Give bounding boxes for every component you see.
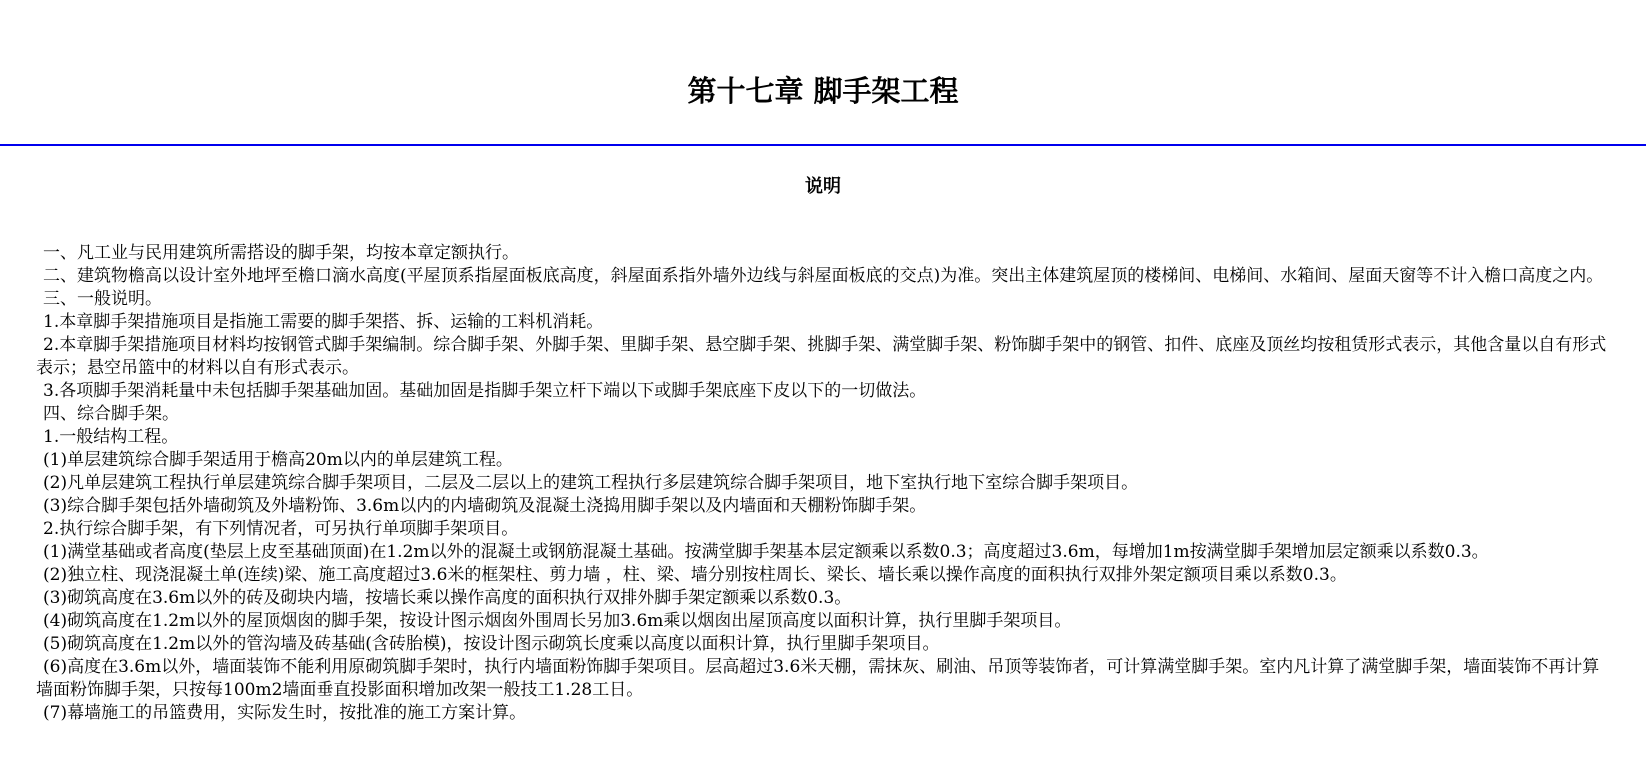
page-title: 第十七章 脚手架工程 [687, 74, 959, 108]
title-divider [0, 144, 1646, 146]
section-heading: 说明 [805, 176, 841, 197]
paragraph-item-19: (7)幕墙施工的吊篮费用，实际发生时，按批准的施工方案计算。 [43, 703, 527, 723]
document-body [36, 242, 1612, 725]
paragraph-item-3: 三、一般说明。 [43, 289, 162, 309]
paragraph-item-5: 2.本章脚手架措施项目材料均按钢管式脚手架编制。综合脚手架、外脚手架、里脚手架、悬空脚手架、挑脚手架、满堂脚手架、粉饰脚手架中的钢管、扣件、底座及顶丝均按租赁形式表示，其他含量以自有形式表示；悬空吊篮中的材料以自有形式表示。 [36, 335, 1607, 378]
paragraph-item-17: (5)砌筑高度在1.2m以外的管沟墙及砖基础(含砖胎模)，按设计图示砌筑长度乘以高度以面积计算，执行里脚手架项目。 [43, 634, 940, 654]
paragraph-item-4: 1.本章脚手架措施项目是指施工需要的脚手架搭、拆、运输的工料机消耗。 [43, 312, 604, 332]
paragraph-item-8: 1.一般结构工程。 [43, 427, 179, 447]
paragraph-item-6: 3.各项脚手架消耗量中未包括脚手架基础加固。基础加固是指脚手架立杆下端以下或脚手架底座下皮以下的一切做法。 [43, 381, 927, 401]
paragraph-item-10: (2)凡单层建筑工程执行单层建筑综合脚手架项目，二层及二层以上的建筑工程执行多层建筑综合脚手架项目，地下室执行地下室综合脚手架项目。 [43, 473, 1139, 493]
paragraph-item-9: (1)单层建筑综合脚手架适用于檐高20m以内的单层建筑工程。 [43, 450, 513, 470]
paragraph-item-18: (6)高度在3.6m以外，墙面装饰不能利用原砌筑脚手架时，执行内墙面粉饰脚手架项目。层高超过3.6米天棚，需抹灰、刷油、吊顶等装饰者，可计算满堂脚手架。室内凡计算了满堂脚手架，墙面装饰不再计算墙面粉饰脚手架，只按每100m2墙面垂直投影面积增加改架一般技工1.28工日。 [36, 657, 1600, 700]
paragraph-item-14: (2)独立柱、现浇混凝土单(连续)梁、施工高度超过3.6米的框架柱、剪力墙 ，柱、梁、墙分别按柱周长、梁长、墙长乘以操作高度的面积执行双排外架定额项目乘以系数0.3。 [43, 565, 1347, 585]
paragraph-item-16: (4)砌筑高度在1.2m以外的屋顶烟囱的脚手架，按设计图示烟囱外围周长另加3.6m乘以烟囱出屋顶高度以面积计算，执行里脚手架项目。 [43, 611, 1072, 631]
paragraph-item-15: (3)砌筑高度在3.6m以外的砖及砌块内墙，按墙长乘以操作高度的面积执行双排外脚手架定额乘以系数0.3。 [43, 588, 852, 608]
paragraph-item-7: 四、综合脚手架。 [43, 404, 179, 424]
paragraph-item-13: (1)满堂基础或者高度(垫层上皮至基础顶面)在1.2m以外的混凝土或钢筋混凝土基础。按满堂脚手架基本层定额乘以系数0.3；高度超过3.6m，每增加1m按满堂脚手架增加层定额乘以系数0.3。 [43, 542, 1489, 562]
paragraph-item-11: (3)综合脚手架包括外墙砌筑及外墙粉饰、3.6m以内的内墙砌筑及混凝土浇捣用脚手架以及内墙面和天棚粉饰脚手架。 [43, 496, 927, 516]
paragraph-item-1: 一、凡工业与民用建筑所需搭设的脚手架，均按本章定额执行。 [43, 243, 519, 263]
paragraph-item-12: 2.执行综合脚手架，有下列情况者，可另执行单项脚手架项目。 [43, 519, 519, 539]
paragraph-item-2: 二、建筑物檐高以设计室外地坪至檐口滴水高度(平屋顶系指屋面板底高度，斜屋面系指外墙外边线与斜屋面板底的交点)为准。突出主体建筑屋顶的楼梯间、电梯间、水箱间、屋面天窗等不计入檐口高度之内。 [43, 266, 1604, 286]
